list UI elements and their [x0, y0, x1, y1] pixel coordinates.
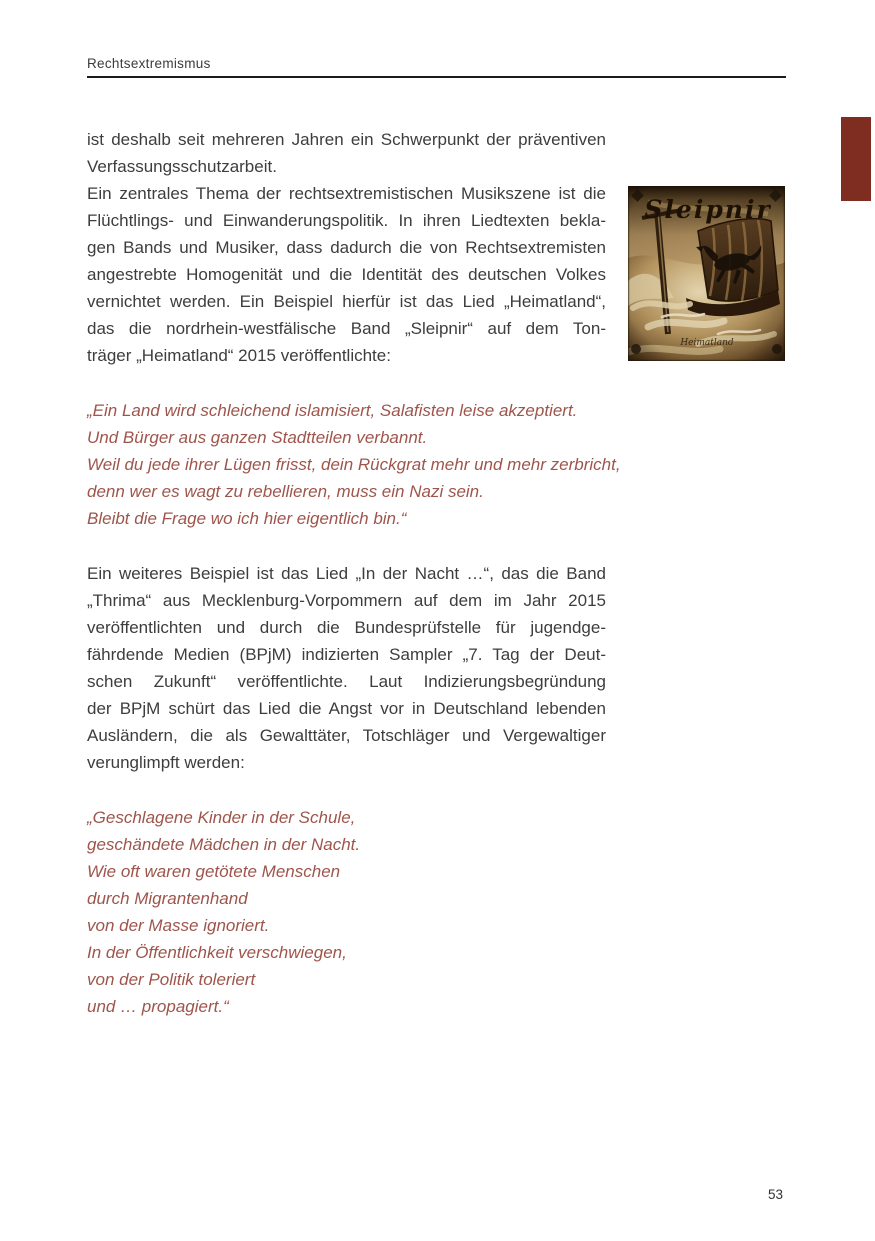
lyrics-quote-heimatland	[87, 397, 621, 532]
lyric-line: geschändete Mädchen in der Nacht.	[87, 835, 361, 854]
lyric-line: Und Bürger aus ganzen Stadtteilen verbannt.	[87, 428, 428, 447]
lyric-line: denn wer es wagt zu rebellieren, muss ein Nazi sein.	[87, 482, 484, 501]
text-line: vernichtet werden. Ein Beispiel hierfür ist das Lied „Heimatland“,	[87, 292, 606, 311]
text-line: angestrebte Homogenität und die Identität des deutschen Volkes	[87, 265, 606, 284]
text-line: träger „Heimatland“ 2015 veröffentlichte:	[87, 346, 391, 365]
album-cover-art	[628, 186, 785, 361]
text-line: veröffentlichten und durch die Bundesprüfstelle für jugendge-	[87, 618, 606, 637]
text-line: das die nordrhein-westfälische Band „Sleipnir“ auf dem Ton-	[87, 319, 606, 338]
lyric-line: durch Migrantenhand	[87, 889, 248, 908]
album-title: Sleipnir	[644, 195, 772, 224]
paragraph-musikszene	[87, 180, 606, 369]
paragraph-intro	[87, 126, 606, 180]
text-line: fährdende Medien (BPjM) indizierten Sampler „7. Tag der Deut-	[87, 645, 606, 664]
lyric-line: von der Masse ignoriert.	[87, 916, 270, 935]
lyric-line: In der Öffentlichkeit verschwiegen,	[87, 943, 347, 962]
text-line: gen Bands und Musiker, dass dadurch die von Rechtsextremisten	[87, 238, 606, 257]
text-line: Ausländern, die als Gewalttäter, Totschläger und Vergewaltiger	[87, 726, 606, 745]
text-line: ist deshalb seit mehreren Jahren ein Schwerpunkt der präventiven	[87, 130, 606, 149]
text-line: verunglimpft werden:	[87, 753, 245, 772]
lyric-line: Weil du jede ihrer Lügen frisst, dein Rückgrat mehr und mehr zerbricht,	[87, 455, 621, 474]
paragraph-thrima	[87, 560, 606, 776]
lyric-line: Wie oft waren getötete Menschen	[87, 862, 341, 881]
album-caption: Heimatland	[680, 338, 734, 348]
text-line: der BPjM schürt das Lied die Angst vor in Deutschland lebenden	[87, 699, 606, 718]
lyrics-quote-in-der-nacht	[87, 804, 606, 1020]
running-header: Rechtsextremismus	[87, 56, 211, 71]
chapter-edge-tab	[841, 117, 871, 201]
lyric-line: Bleibt die Frage wo ich hier eigentlich bin.“	[87, 509, 407, 528]
text-line: Ein weiteres Beispiel ist das Lied „In der Nacht …“, das die Band	[87, 564, 606, 583]
page-number: 53	[767, 1187, 783, 1202]
lyric-line: „Geschlagene Kinder in der Schule,	[87, 808, 356, 827]
text-line: „Thrima“ aus Mecklenburg-Vorpommern auf dem im Jahr 2015	[87, 591, 606, 610]
text-line: Verfassungsschutzarbeit.	[87, 157, 277, 176]
text-line: Flüchtlings- und Einwanderungspolitik. In ihren Liedtexten bekla-	[87, 211, 606, 230]
text-line: schen Zukunft“ veröffentlichte. Laut Indizierungsbegründung	[87, 672, 606, 691]
lyric-line: „Ein Land wird schleichend islamisiert, Salafisten leise akzeptiert.	[87, 401, 578, 420]
text-line: Ein zentrales Thema der rechtsextremistischen Musikszene ist die	[87, 184, 606, 203]
album-cover-sleipnir	[628, 186, 785, 361]
text-column	[87, 126, 621, 1048]
lyric-line: und … propagiert.“	[87, 997, 229, 1016]
header-rule	[87, 76, 786, 78]
lyric-line: von der Politik toleriert	[87, 970, 256, 989]
